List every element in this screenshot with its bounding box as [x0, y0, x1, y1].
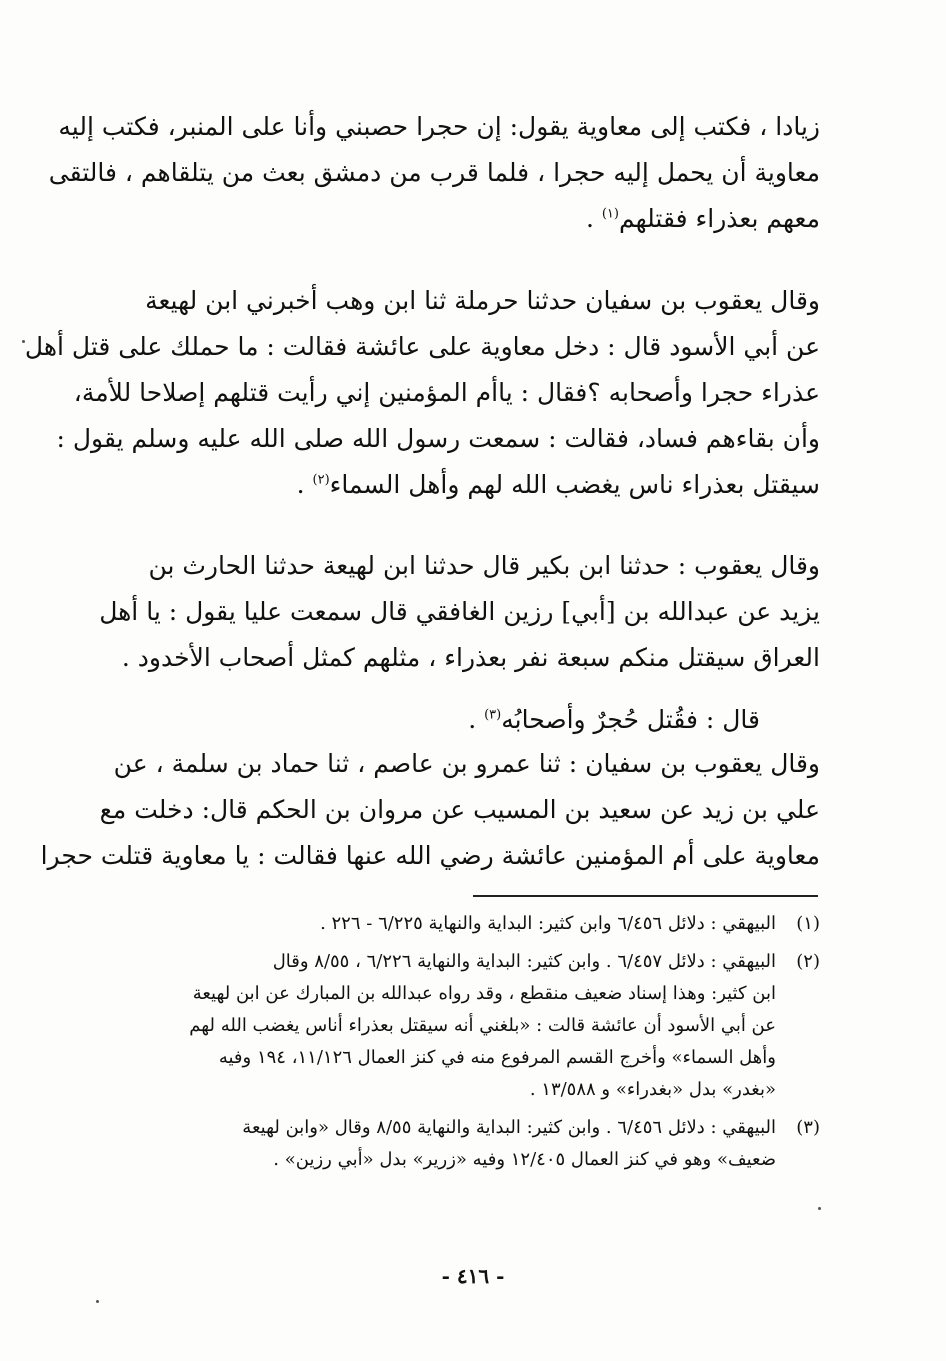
- line-end-punct: .: [468, 705, 485, 734]
- text-line-last: [126, 697, 760, 743]
- paragraph-5: [40, 741, 820, 879]
- footnote-1: [120, 908, 820, 940]
- text-line-content: معهم بعذراء فقتلهم: [618, 204, 820, 233]
- footnotes: [120, 908, 820, 1182]
- footnote-line: عن أبي الأسود أن عائشة قالت : «بلغني أنه سيقتل بعذراء أناس يغضب الله لهم: [189, 1015, 776, 1036]
- text-line: يزيد عن عبدالله بن [أبي] رزين الغافقي قال سمعت عليا يقول : يا أهل: [99, 597, 820, 626]
- paragraph-2: [24, 278, 820, 508]
- text-line: وأن بقاءهم فساد، فقالت : سمعت رسول الله صلى الله عليه وسلم يقول :: [56, 424, 820, 453]
- footnote-line: «بغدر» بدل «بغدراء» و ١٣/٥٨٨ .: [529, 1079, 776, 1100]
- line-end-punct: .: [585, 204, 602, 233]
- text-line-last: [126, 196, 820, 242]
- line-end-punct: .: [296, 470, 313, 499]
- text-line: وقال يعقوب : حدثنا ابن بكير قال حدثنا ابن لهيعة حدثنا الحارث بن: [148, 551, 820, 580]
- footnote-ref-2[interactable]: (٢): [312, 472, 330, 488]
- footnote-3: [120, 1112, 820, 1176]
- text-line: علي بن زيد عن سعيد بن المسيب عن مروان بن الحكم قال: دخلت مع: [99, 795, 820, 824]
- footnote-body: [120, 908, 776, 940]
- text-line-last: [126, 462, 820, 508]
- scan-speck: [96, 1300, 99, 1303]
- text-line-content: سيقتل بعذراء ناس يغضب الله لهم وأهل السماء: [329, 470, 820, 499]
- text-line: وقال يعقوب بن سفيان حدثنا حرملة ثنا ابن وهب أخبرني ابن لهيعة: [145, 286, 820, 315]
- footnote-line: ضعيف» وهو في كنز العمال ١٢/٤٠٥ وفيه «زرير» بدل «أبي رزين» .: [273, 1149, 776, 1170]
- paragraph-1: [48, 104, 820, 242]
- footnote-line: البيهقي : دلائل ٦/٤٥٧ . وابن كثير: البداية والنهاية ٦/٢٢٦ ، ٨/٥٥ وقال: [272, 951, 776, 972]
- text-line: معاوية على أم المؤمنين عائشة رضي الله عنها فقالت : يا معاوية قتلت حجرا: [40, 841, 820, 870]
- text-line: وقال يعقوب بن سفيان : ثنا عمرو بن عاصم ، ثنا حماد بن سلمة ، عن: [113, 749, 820, 778]
- footnote-number: (١): [796, 913, 820, 934]
- text-line: العراق سيقتل منكم سبعة نفر بعذراء ، مثلهم كمثل أصحاب الأخدود .: [121, 643, 820, 672]
- footnote-number: (٣): [796, 1117, 820, 1138]
- footnote-body: [120, 946, 776, 1106]
- footnote-line: ابن كثير: وهذا إسناد ضعيف منقطع ، وقد رواه عبدالله بن المبارك عن ابن لهيعة: [192, 983, 776, 1004]
- footnote-ref-3[interactable]: (٣): [484, 707, 502, 723]
- text-line: زيادا ، فكتب إلى معاوية يقول: إن حجرا حصبني وأنا على المنبر، فكتب إليه: [58, 112, 820, 141]
- footnote-line: البيهقي : دلائل ٦/٤٥٦ وابن كثير: البداية والنهاية ٦/٢٢٥ - ٢٢٦ .: [320, 913, 776, 934]
- text-line-content: قال : فقُتل حُجرٌ وأصحابُه: [501, 705, 760, 734]
- footnote-number: (٢): [796, 951, 820, 972]
- footnote-body: [120, 1112, 776, 1176]
- scan-speck: [818, 1207, 821, 1210]
- footnote-ref-1[interactable]: (١): [601, 206, 619, 222]
- footnote-line: البيهقي : دلائل ٦/٤٥٦ . وابن كثير: البداية والنهاية ٨/٥٥ وقال «وابن لهيعة: [242, 1117, 776, 1138]
- page-number: - ٤١٦ -: [441, 1264, 505, 1288]
- paragraph-3: [99, 543, 820, 681]
- footnote-line: وأهل السماء» وأخرج القسم المرفوع منه في كنز العمال ١١/١٢٦، ١٩٤ وفيه: [218, 1047, 776, 1068]
- scan-speck: [22, 340, 25, 343]
- paragraph-4: [126, 697, 820, 743]
- text-line: عن أبي الأسود قال : دخل معاوية على عائشة فقالت : ما حملك على قتل أهل: [24, 332, 820, 361]
- footnote-2: [120, 946, 820, 1106]
- footnote-separator: [473, 895, 818, 897]
- text-line: معاوية أن يحمل إليه حجرا ، فلما قرب من دمشق بعث من يتلقاهم ، فالتقى: [48, 158, 820, 187]
- text-line: عذراء حجرا وأصحابه ؟فقال : ياأم المؤمنين إني رأيت قتلهم إصلاحا للأمة،: [73, 378, 820, 407]
